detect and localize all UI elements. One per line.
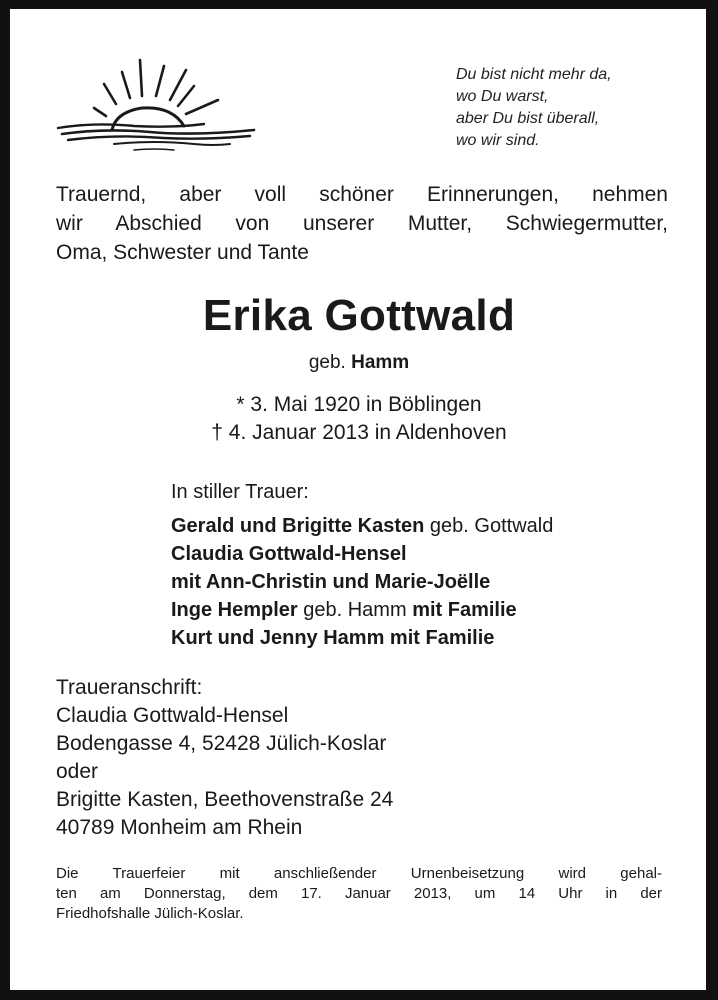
sunset-icon xyxy=(54,56,262,154)
mourner-line: mit Ann-Christin und Marie-Joëlle xyxy=(171,571,491,593)
notice-line: ten am Donnerstag, dem 17. Januar 2013, um 14 Uhr in der xyxy=(56,885,662,902)
mourner-line: Claudia Gottwald-Hensel xyxy=(171,543,407,565)
poem-line: wo Du warst, xyxy=(456,88,549,105)
mourner-note: geb. Hamm xyxy=(297,599,413,621)
poem-line: wo wir sind. xyxy=(456,132,540,149)
notice-line: Die Trauerfeier mit anschließender Urnenbeisetzung wird gehal- xyxy=(56,865,662,882)
birth-prefix: geb. xyxy=(308,352,346,373)
intro-text xyxy=(56,180,668,267)
death-date: † 4. Januar 2013 in Aldenhoven xyxy=(211,421,507,444)
poem xyxy=(456,64,686,152)
birth-name xyxy=(0,350,718,376)
poem-line: Du bist nicht mehr da, xyxy=(456,66,612,83)
funeral-notice xyxy=(56,864,662,924)
intro-line: Oma, Schwester und Tante xyxy=(56,241,309,264)
mourners-heading: In stiller Trauer: xyxy=(171,481,309,503)
address-line: oder xyxy=(56,760,99,783)
address-line: Brigitte Kasten, Beethovenstraße 24 xyxy=(56,788,394,811)
address-heading: Traueranschrift: xyxy=(56,676,203,699)
maiden-name: Hamm xyxy=(351,352,410,373)
mourner-line xyxy=(171,512,671,540)
life-dates xyxy=(0,391,718,447)
deceased-name: Erika Gottwald xyxy=(202,291,516,340)
intro-line: Trauernd, aber voll schöner Erinnerungen, nehmen xyxy=(56,183,668,206)
mourner-line xyxy=(171,596,671,624)
mourner-note: geb. Gottwald xyxy=(424,515,554,537)
mourner-name: Gerald und Brigitte Kasten xyxy=(171,515,425,537)
mourners-list xyxy=(171,478,671,652)
address-line: Claudia Gottwald-Hensel xyxy=(56,704,289,727)
mourner-family: mit Familie xyxy=(412,599,517,621)
address-line: 40789 Monheim am Rhein xyxy=(56,816,303,839)
mourner-line: Kurt und Jenny Hamm mit Familie xyxy=(171,627,495,649)
notice-line: Friedhofshalle Jülich-Koslar. xyxy=(56,905,244,922)
address-line: Bodengasse 4, 52428 Jülich-Koslar xyxy=(56,732,387,755)
mourner-name: Inge Hempler xyxy=(171,599,298,621)
birth-date: * 3. Mai 1920 in Böblingen xyxy=(236,393,482,416)
mourning-address xyxy=(56,674,556,842)
poem-line: aber Du bist überall, xyxy=(456,110,600,127)
intro-line: wir Abschied von unserer Mutter, Schwiegermutter, xyxy=(56,212,668,235)
